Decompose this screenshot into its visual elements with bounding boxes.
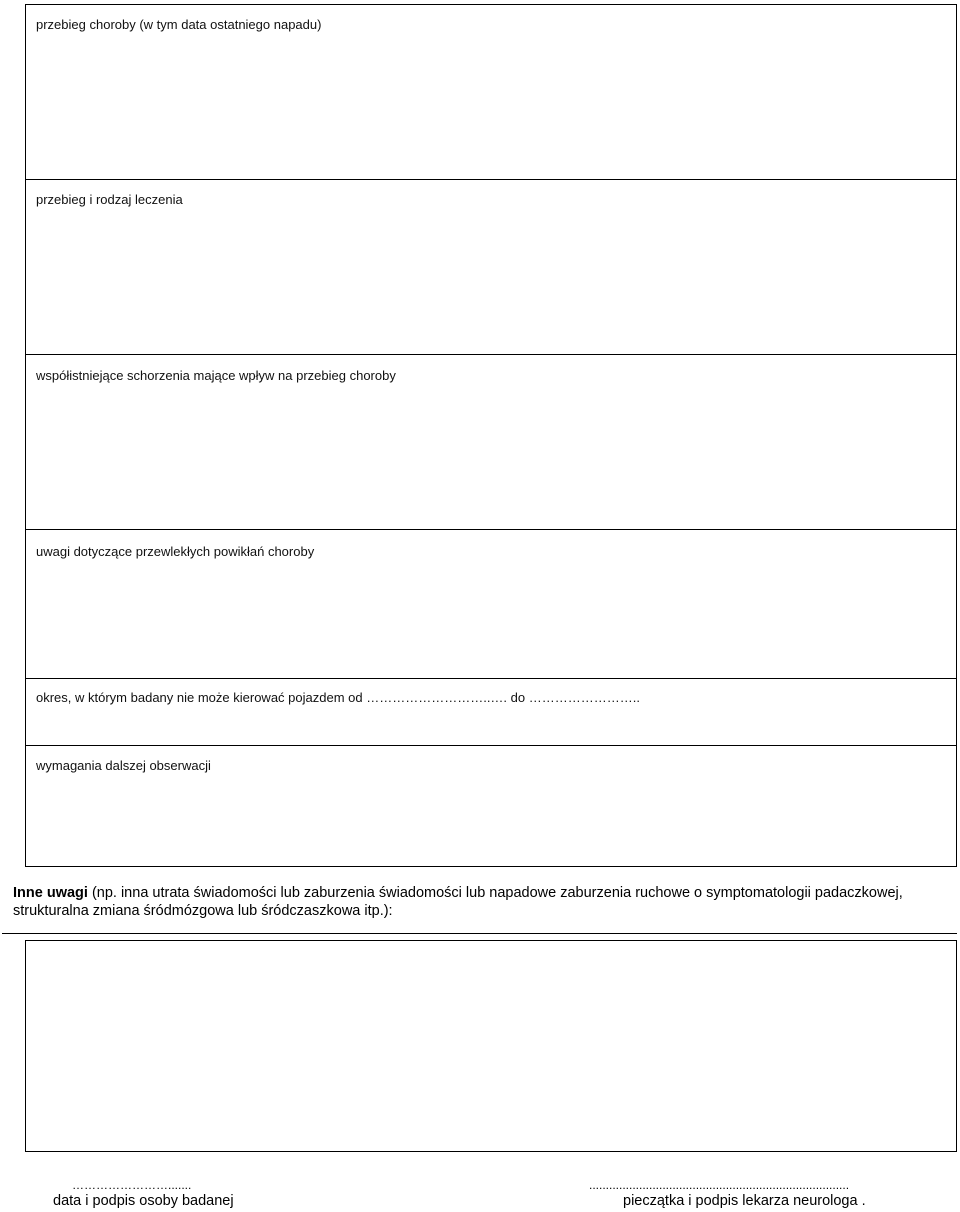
section-complications-label: uwagi dotyczące przewlekłych powikłań choroby (36, 544, 315, 559)
section-driving-ban-label: okres, w którym badany nie może kierować pojazdem od ………………………..…. do …………………….. (36, 690, 640, 705)
section-further-observation-label: wymagania dalszej obserwacji (36, 758, 211, 773)
section-comorbidities (25, 354, 957, 530)
other-notes-title: Inne uwagi (13, 885, 88, 901)
patient-signature-label: data i podpis osoby badanej (53, 1193, 234, 1209)
doctor-signature-text: pieczątka i podpis lekarza neurologa (623, 1193, 858, 1209)
section-driving-ban-period (25, 678, 957, 746)
patient-signature-dots: ……………………....... (72, 1178, 192, 1192)
section-further-observation (25, 745, 957, 867)
section-comorbidities-label: współistniejące schorzenia mające wpływ na przebieg choroby (36, 368, 396, 383)
section-treatment (25, 179, 957, 355)
doctor-signature-dots: .............................................................................. (589, 1178, 850, 1192)
other-notes-box (25, 940, 957, 1152)
other-notes-heading (13, 884, 953, 920)
section-complications (25, 529, 957, 679)
other-notes-text: (np. inna utrata świadomości lub zaburzenia świadomości lub napadowe zaburzenia ruchowe o symptomatologii padaczkowej, strukturalna zmiana śródmózgowa lub śródczaszkowa itp.): (13, 885, 903, 919)
divider-line (2, 933, 957, 934)
section-disease-course-label: przebieg choroby (w tym data ostatniego napadu) (36, 17, 322, 32)
section-treatment-label: przebieg i rodzaj leczenia (36, 192, 183, 207)
doctor-signature-label: pieczątka i podpis lekarza neurologa . (623, 1193, 866, 1209)
section-disease-course (25, 4, 957, 180)
